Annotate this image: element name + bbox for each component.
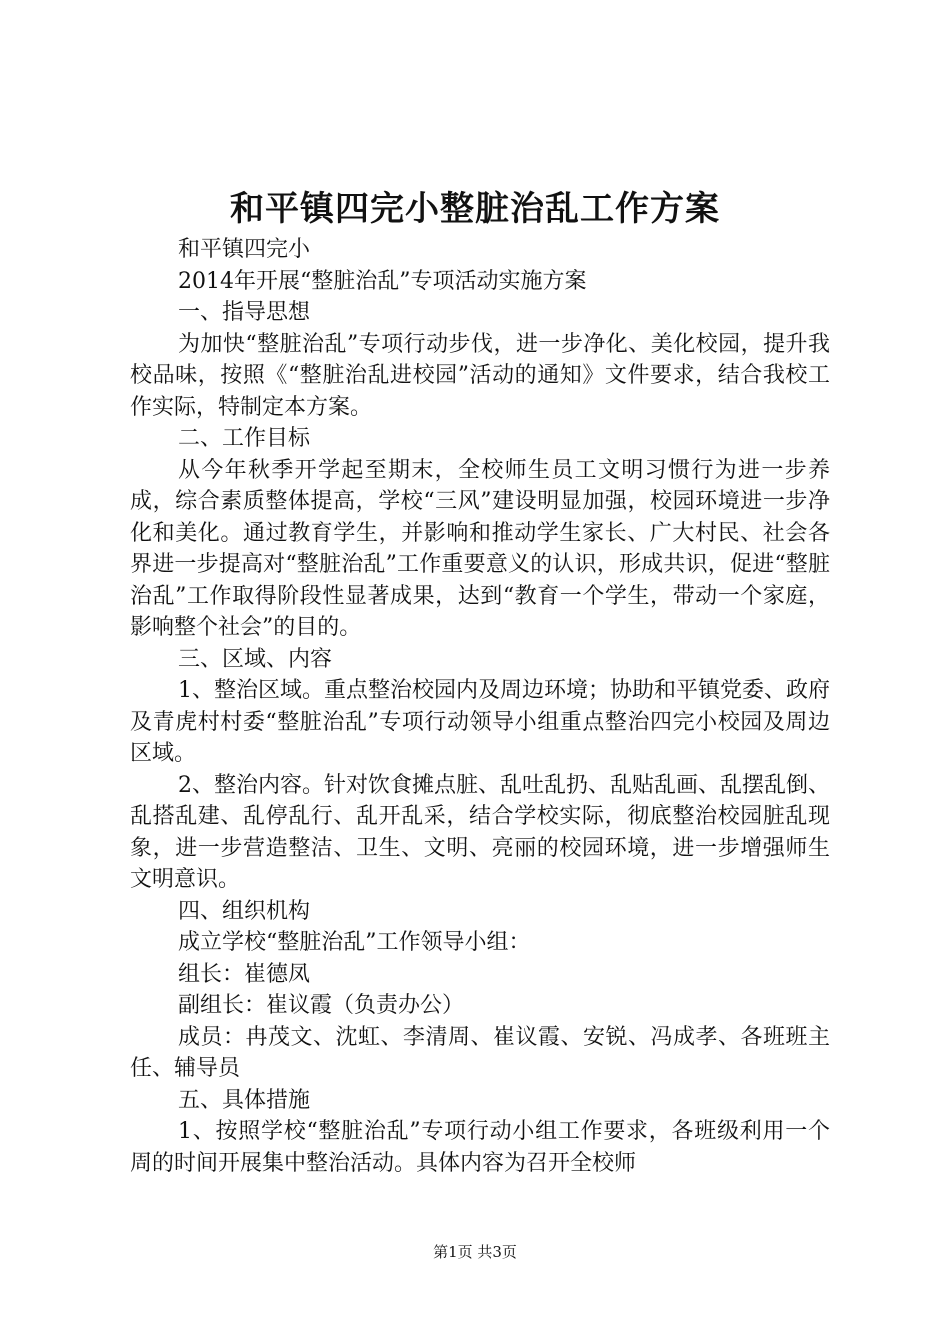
paragraph: 一、指导思想	[178, 300, 311, 325]
paragraph: 成员：冉茂文、沈虹、李清周、崔议霞、安锐、冯成孝、各班班主任、辅导员	[130, 1024, 830, 1081]
paragraph: 为加快“整脏治乱”专项行动步伐，进一步净化、美化校园，提升我校品味，按照《“整脏治乱进校园”活动的通知》文件要求，结合我校工作实际，特制定本方案。	[130, 331, 830, 420]
paragraph: 成立学校“整脏治乱”工作领导小组：	[178, 930, 531, 955]
paragraph: 副组长：崔议霞（负责办公）	[178, 993, 465, 1018]
paragraph: 四、组织机构	[178, 898, 311, 924]
paragraph: 三、区域、内容	[178, 646, 333, 672]
paragraph: 二、工作目标	[178, 426, 311, 451]
paragraph: 五、具体措施	[178, 1087, 311, 1113]
paragraph: 1、按照学校“整脏治乱”专项行动小组工作要求，各班级利用一个周的时间开展集中整治活动。具体内容为召开全校师	[130, 1119, 830, 1176]
paragraph: 和平镇四完小	[178, 237, 311, 262]
paragraph: 从今年秋季开学起至期末，全校师生员工文明习惯行为进一步养成，综合素质整体提高，学校“三风”建设明显加强，校园环境进一步净化和美化。通过教育学生，并影响和推动学生家长、广大村民、社会各界进一步提高对“整脏治乱”工作重要意义的认识，形成共识，促进“整脏治乱”工作取得阶段性显著成果，达到“教育一个学生，带动一个家庭，影响整个社会”的目的。	[130, 457, 830, 640]
paragraph: 1、整治区域。重点整治校园内及周边环境；协助和平镇党委、政府及青虎村村委“整脏治乱”专项行动领导小组重点整治四完小校园及周边区域。	[130, 678, 830, 766]
document-body	[130, 234, 830, 1179]
document-title: 和平镇四完小整脏治乱工作方案	[230, 189, 720, 229]
paragraph: 组长：崔德凤	[178, 961, 311, 987]
paragraph: 2、整治内容。针对饮食摊点脏、乱吐乱扔、乱贴乱画、乱摆乱倒、乱搭乱建、乱停乱行、乱开乱采，结合学校实际，彻底整治校园脏乱现象，进一步营造整洁、卫生、文明、亮丽的校园环境，进一步增强师生文明意识。	[130, 772, 830, 892]
page-footer: 第1页 共3页	[433, 1243, 517, 1261]
paragraph: 2014年开展“整脏治乱”专项活动实施方案	[178, 268, 587, 294]
